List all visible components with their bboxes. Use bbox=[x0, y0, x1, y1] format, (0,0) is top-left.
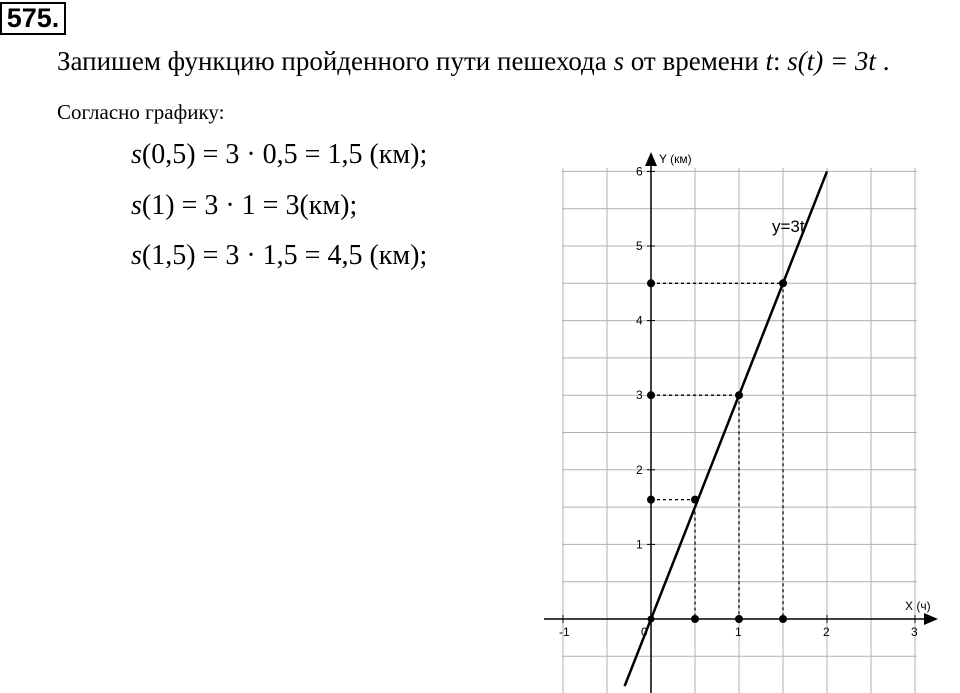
y-tick-label: 3 bbox=[636, 388, 643, 403]
equation-2-rhs: = 3 · 1 = 3(км); bbox=[174, 190, 358, 221]
x-tick-label: 0 bbox=[641, 625, 648, 639]
grid bbox=[562, 168, 917, 693]
equation-1-arg: (0,5) bbox=[141, 139, 196, 170]
series-line bbox=[625, 171, 827, 686]
point-on-line bbox=[735, 391, 743, 399]
point-on-y-axis bbox=[647, 391, 655, 399]
origin-point bbox=[648, 616, 655, 623]
y-tick-label: 4 bbox=[636, 313, 643, 328]
x-tick-label: 3 bbox=[911, 625, 918, 639]
equation-1-fn: s bbox=[131, 139, 142, 170]
problem-number: 575. bbox=[0, 2, 66, 35]
point-on-y-axis bbox=[647, 496, 655, 504]
equation-2-fn: s bbox=[131, 190, 142, 221]
point-on-x-axis bbox=[779, 615, 787, 623]
point-on-x-axis bbox=[691, 615, 699, 623]
intro-formula: s(t) = 3t bbox=[787, 46, 876, 76]
point-on-y-axis bbox=[647, 279, 655, 287]
equation-2-arg: (1) bbox=[141, 190, 175, 221]
intro-colon: : bbox=[772, 46, 788, 76]
intro-var-s: s bbox=[613, 46, 625, 76]
equation-3-fn: s bbox=[131, 240, 142, 271]
x-tick-label: 1 bbox=[735, 625, 742, 639]
intro-var-t: t bbox=[765, 46, 773, 76]
point-on-x-axis bbox=[735, 615, 743, 623]
equation-3-rhs: = 3 · 1,5 = 4,5 (км); bbox=[195, 240, 428, 271]
y-tick-label: 2 bbox=[636, 462, 643, 477]
y-axis-label: Y (км) bbox=[659, 152, 692, 166]
x-tick-label: 2 bbox=[823, 625, 830, 639]
x-tick-label: -1 bbox=[559, 625, 570, 639]
y-tick-label: 1 bbox=[636, 537, 643, 552]
intro-mid: от времени bbox=[624, 46, 766, 76]
equation-3-arg: (1,5) bbox=[141, 240, 196, 271]
point-on-line bbox=[779, 279, 787, 287]
y-tick-label: 5 bbox=[636, 239, 643, 253]
intro-end: . bbox=[875, 46, 890, 76]
x-axis-arrow bbox=[924, 613, 938, 625]
y-tick-label: 6 bbox=[636, 164, 643, 179]
line-label: y=3t bbox=[772, 217, 805, 236]
point-on-line bbox=[691, 496, 699, 504]
graph-caption: Согласно графику: bbox=[57, 100, 225, 124]
equation-1-rhs: = 3 · 0,5 = 1,5 (км); bbox=[195, 139, 428, 170]
x-axis-label: X (ч) bbox=[905, 599, 931, 613]
intro-text: Запишем функцию пройденного пути пешехода bbox=[57, 46, 614, 76]
y-axis-arrow bbox=[645, 152, 657, 166]
